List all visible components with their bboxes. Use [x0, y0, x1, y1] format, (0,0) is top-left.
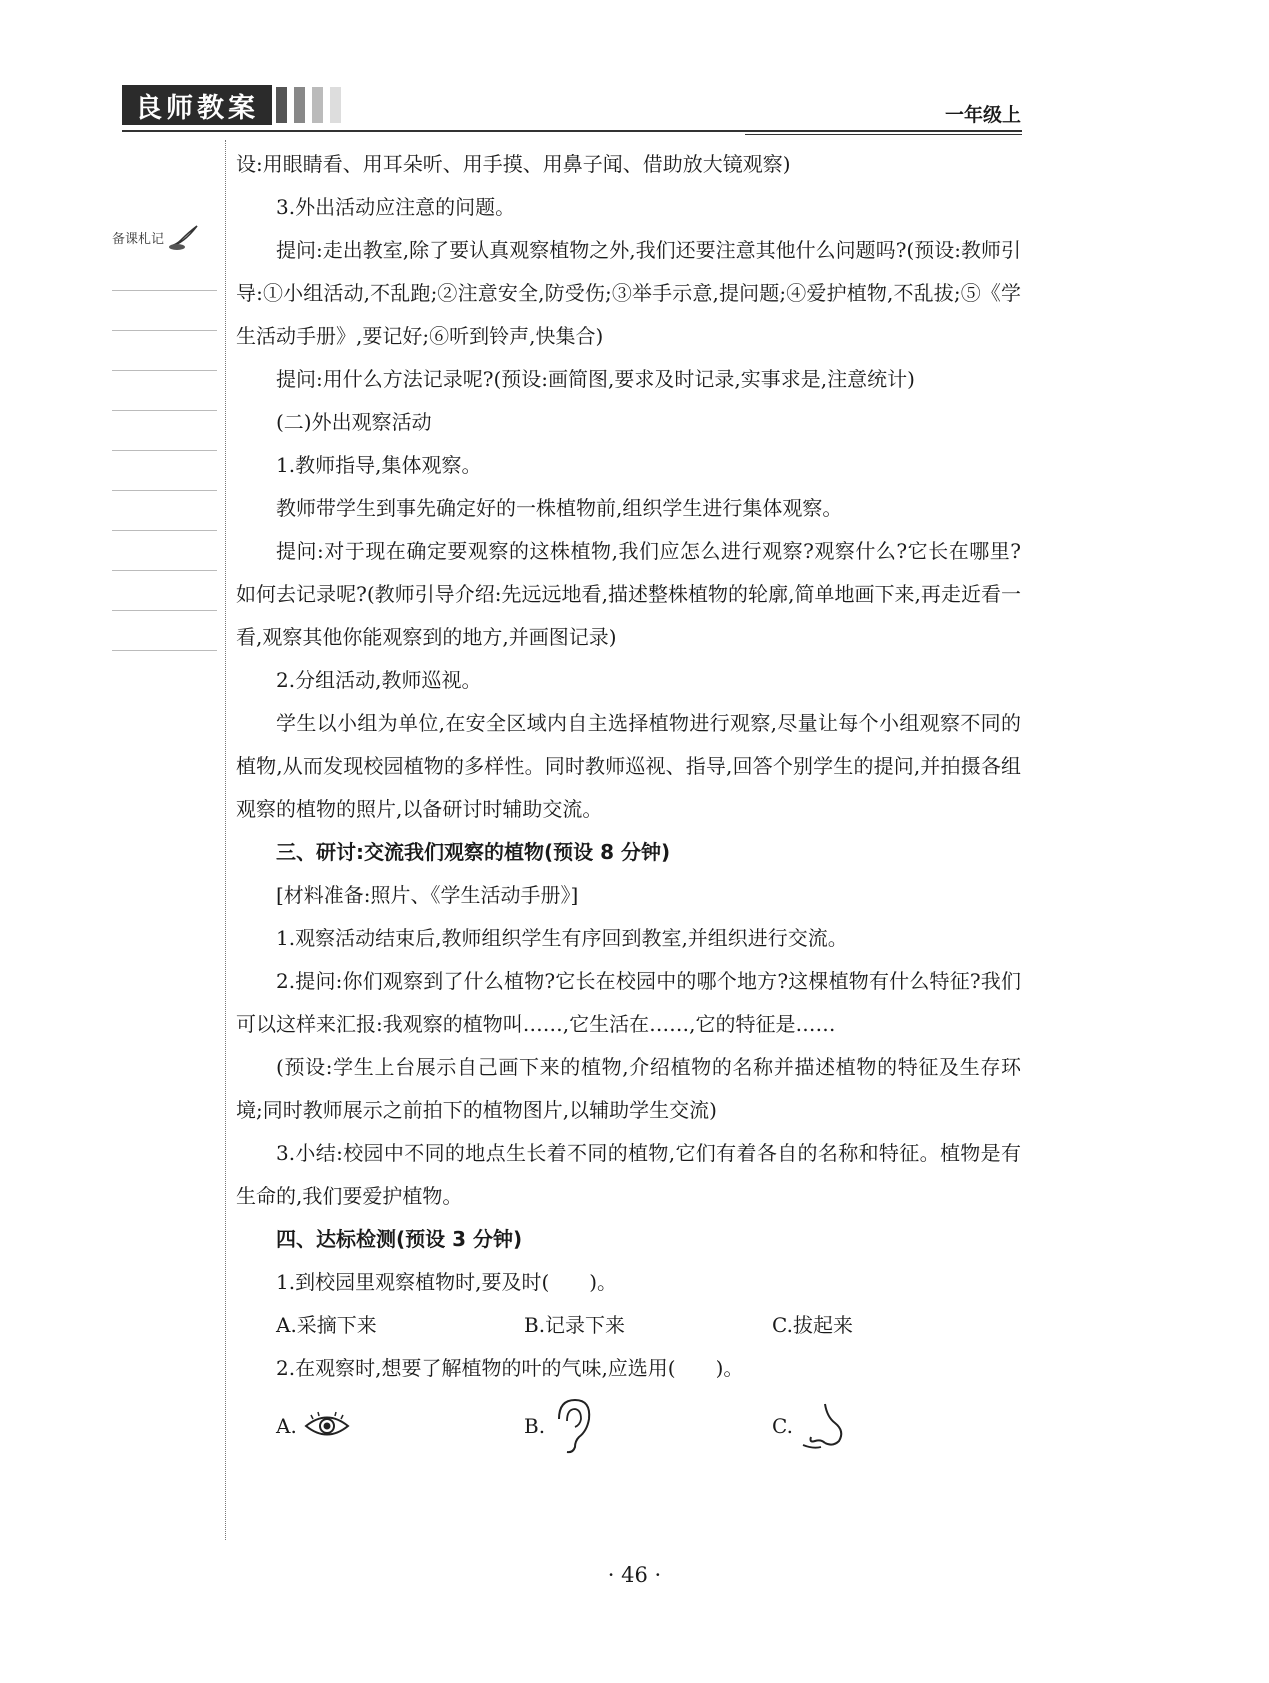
paragraph: 提问:走出教室,除了要认真观察植物之外,我们还要注意其他什么问题吗?(预设:教师引导:①小组活动,不乱跑;②注意安全,防受伤;③举手示意,提问题;④爱护植物,不乱拔;⑤《学生活动手册》,要记好;⑥听到铃声,快集合): [236, 238, 1021, 348]
lesson-body: [236, 143, 1021, 1456]
margin-divider: [225, 140, 226, 1540]
eye-icon: [303, 1411, 351, 1441]
step-heading: 1.教师指导,集体观察。: [276, 453, 482, 477]
logo-decor-bar: [312, 87, 323, 123]
notes-line: [112, 330, 217, 331]
paragraph: 3.小结:校园中不同的地点生长着不同的植物,它们有着各自的名称和特征。植物是有生命的,我们要爱护植物。: [236, 1141, 1021, 1208]
quiz-options-1: [236, 1304, 1021, 1347]
notes-line: [112, 410, 217, 411]
paragraph: 提问:对于现在确定要观察的这株植物,我们应怎么进行观察?观察什么?它长在哪里?如何去记录呢?(教师引导介绍:先远远地看,描述整株植物的轮廓,简单地画下来,再走近看一看,观察其他你能观察到的地方,并画图记录): [236, 539, 1021, 649]
option-b: [524, 1397, 772, 1455]
ear-icon: [551, 1397, 595, 1455]
option-c: C.拔起来: [772, 1313, 853, 1337]
step-heading: 2.分组活动,教师巡视。: [276, 668, 482, 692]
header-rule-secondary: [745, 134, 1022, 135]
paragraph: 3.外出活动应注意的问题。: [276, 195, 516, 219]
notes-line: [112, 450, 217, 451]
notes-line: [112, 570, 217, 571]
notes-line: [112, 650, 217, 651]
materials-note: [材料准备:照片、《学生活动手册》]: [276, 883, 579, 907]
logo-decor-bar: [330, 87, 341, 123]
notes-line: [112, 370, 217, 371]
paragraph: (预设:学生上台展示自己画下来的植物,介绍植物的名称并描述植物的特征及生存环境;同时教师展示之前拍下的植物图片,以辅助学生交流): [236, 1055, 1021, 1122]
option-letter: A.: [276, 1413, 297, 1438]
section-heading: 三、研讨:交流我们观察的植物(预设 8 分钟): [276, 840, 671, 864]
grade-label: 一年级上: [944, 104, 1021, 126]
paragraph: 教师带学生到事先确定好的一株植物前,组织学生进行集体观察。: [276, 496, 843, 520]
option-b: B.记录下来: [524, 1313, 626, 1337]
notes-line: [112, 290, 217, 291]
paragraph: 提问:用什么方法记录呢?(预设:画简图,要求及时记录,实事求是,注意统计): [276, 367, 915, 391]
option-c: [772, 1401, 1020, 1451]
option-letter: C.: [772, 1413, 793, 1438]
lesson-notes-text: 备课札记: [112, 231, 165, 247]
quiz-question-1: 1.到校园里观察植物时,要及时( )。: [276, 1270, 618, 1294]
lesson-notes-label: [112, 222, 201, 252]
book-series-logo: 良师教案: [122, 85, 272, 125]
notes-line: [112, 530, 217, 531]
paragraph: 2.提问:你们观察到了什么植物?它长在校园中的哪个地方?这棵植物有什么特征?我们可以这样来汇报:我观察的植物叫……,它生活在……,它的特征是……: [236, 969, 1021, 1036]
section-heading: (二)外出观察活动: [276, 410, 432, 434]
page-number: · 46 ·: [607, 1563, 662, 1587]
notes-line: [112, 490, 217, 491]
quill-pen-icon: [167, 222, 201, 252]
notes-line: [112, 610, 217, 611]
paragraph: 1.观察活动结束后,教师组织学生有序回到教室,并组织进行交流。: [276, 926, 848, 950]
option-a: [276, 1405, 524, 1448]
option-letter: B.: [524, 1413, 546, 1438]
section-heading: 四、达标检测(预设 3 分钟): [276, 1227, 523, 1251]
paragraph: 学生以小组为单位,在安全区域内自主选择植物进行观察,尽量让每个小组观察不同的植物,从而发现校园植物的多样性。同时教师巡视、指导,回答个别学生的提问,并拍摄各组观察的植物的照片,以备研讨时辅助交流。: [236, 711, 1021, 821]
header-rule: [122, 130, 1022, 132]
logo-decor-bar: [276, 87, 287, 123]
quiz-options-2: [236, 1396, 1021, 1456]
logo-decor-bar: [294, 87, 305, 123]
nose-icon: [799, 1401, 849, 1451]
quiz-question-2: 2.在观察时,想要了解植物的叶的气味,应选用( )。: [276, 1356, 744, 1380]
option-a: A.采摘下来: [276, 1313, 377, 1337]
paragraph: 设:用眼睛看、用耳朵听、用手摸、用鼻子闻、借助放大镜观察): [236, 152, 791, 176]
